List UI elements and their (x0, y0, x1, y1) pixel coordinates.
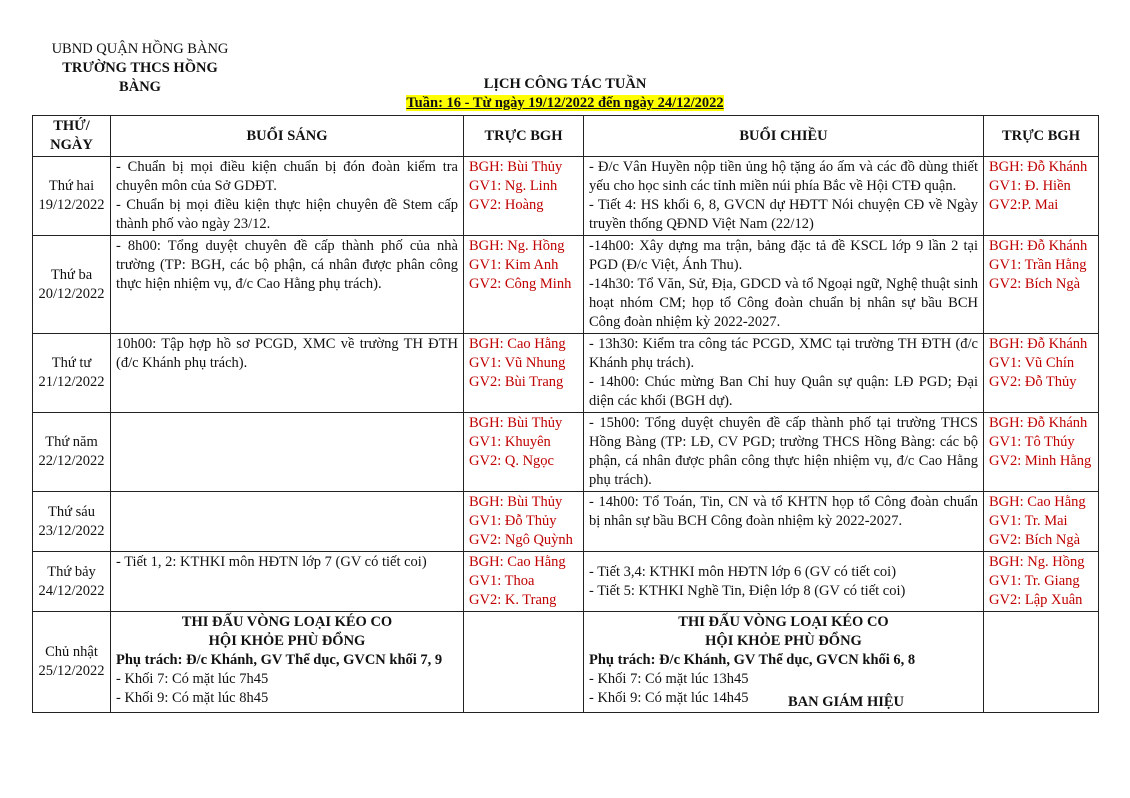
activity-line: - 8h00: Tổng duyệt chuyên đề cấp thành phố của nhà trường (TP: BGH, các bộ phận, cá nhân được phân công thực hiện nhiệm vụ, đ/c Cao Hằng phụ trách). (116, 238, 458, 292)
activity-line: - Chuẩn bị mọi điều kiện thực hiện chuyên đề Stem cấp thành phố vào ngày 23/12. (116, 197, 458, 232)
table-row (33, 492, 1099, 552)
duty-pm-cell (984, 334, 1099, 413)
event-lead: Phụ trách: Đ/c Khánh, GV Thể dục, GVCN khối 6, 8 (589, 652, 916, 668)
col-duty-pm: TRỰC BGH (984, 116, 1099, 157)
duty-line: GV1: Trần Hằng (989, 257, 1087, 273)
duty-line: BGH: Đỗ Khánh (989, 415, 1088, 431)
day-cell (33, 492, 111, 552)
activity-line: - Tiết 5: KTHKI Nghề Tin, Điện lớp 8 (GV có tiết coi) (589, 582, 906, 599)
afternoon-cell (584, 492, 984, 552)
activity-line: - Tiết 3,4: KTHKI môn HĐTN lớp 6 (GV có tiết coi) (589, 563, 897, 580)
activity-line: - Tiết 1, 2: KTHKI môn HĐTN lớp 7 (GV có tiết coi) (116, 554, 427, 570)
day-date: 19/12/2022 (38, 197, 105, 213)
day-date: 24/12/2022 (38, 582, 105, 599)
duty-line: BGH: Bùi Thủy (469, 494, 563, 510)
duty-line: GV1: Ng. Linh (469, 178, 558, 194)
header-title (300, 75, 830, 113)
schedule-table (32, 115, 1099, 713)
col-day: THỨ/ NGÀY (33, 116, 111, 157)
day-date: 25/12/2022 (38, 663, 105, 679)
activity-line: - Khối 9: Có mặt lúc 8h45 (116, 690, 269, 706)
event-title2: HỘI KHỎE PHÙ ĐỔNG (208, 633, 366, 649)
school-name: TRƯỜNG THCS HỒNG BÀNG (62, 60, 218, 95)
activity-line: - Đ/c Vân Huyền nộp tiền ủng hộ tặng áo ấm và các đồ dùng thiết yếu cho học sinh các tỉnh miền núi phía Bắc về Hội CTĐ quận. (589, 159, 978, 194)
day-cell (33, 612, 111, 713)
table-row (33, 334, 1099, 413)
duty-line: GV1: Tô Thúy (989, 434, 1075, 450)
afternoon-cell (584, 334, 984, 413)
duty-line: GV1: Khuyên (469, 434, 551, 450)
afternoon-cell (584, 413, 984, 492)
table-header (33, 116, 1099, 157)
duty-line: BGH: Cao Hằng (469, 554, 566, 570)
duty-line: GV2: Minh Hằng (989, 453, 1092, 469)
duty-line: BGH: Bùi Thủy (469, 159, 563, 175)
activity-line: - 14h00: Chúc mừng Ban Chỉ huy Quân sự quận: LĐ PGD; Đại diện các khối (BGH dự). (589, 374, 978, 409)
day-date: 20/12/2022 (38, 285, 105, 302)
activity-line: - 13h30: Kiểm tra công tác PCGD, XMC tại trường TH ĐTH (đ/c Khánh phụ trách). (589, 336, 978, 371)
activity-line: - 15h00: Tổng duyệt chuyên đề cấp thành phố tại trường THCS Hồng Bàng (TP: LĐ, CV PGD; trường THCS Hồng Bàng: các bộ phận, cá nhân được phân công thực hiện nhiệm vụ, đ/c Cao Hằng phụ trách). (589, 415, 978, 488)
duty-line: GV2: K. Trang (469, 592, 557, 608)
activity-line: - Khối 7: Có mặt lúc 7h45 (116, 671, 269, 687)
activity-line: -14h30: Tổ Văn, Sử, Địa, GDCD và tổ Ngoại ngữ, Nghệ thuật sinh hoạt nhóm CM; họp tổ Công đoàn chuẩn bị nhân sự bầu BCH Công đoàn nhiệm kỳ 2022-2027. (589, 276, 978, 330)
afternoon-cell (584, 236, 984, 334)
day-cell (33, 334, 111, 413)
duty-am-cell (464, 157, 584, 236)
duty-line: BGH: Ng. Hồng (989, 554, 1085, 570)
duty-line: GV1: Vũ Nhung (469, 355, 566, 371)
duty-pm-cell (984, 157, 1099, 236)
duty-pm-cell (984, 413, 1099, 492)
morning-cell (111, 334, 464, 413)
day-date: 23/12/2022 (38, 522, 105, 539)
morning-cell (111, 612, 464, 713)
duty-line: BGH: Đỗ Khánh (989, 159, 1088, 175)
morning-cell (111, 413, 464, 492)
event-title1: THI ĐẤU VÒNG LOẠI KÉO CO (181, 614, 393, 630)
duty-line: GV2: Bích Ngà (989, 532, 1081, 548)
activity-line: - Chuẩn bị mọi điều kiện chuẩn bị đón đoàn kiểm tra chuyên môn của Sở GDĐT. (116, 159, 458, 194)
duty-line: BGH: Ng. Hồng (469, 238, 565, 254)
day-day: Thứ bảy (47, 563, 96, 580)
activity-line: -14h00: Xây dựng ma trận, bảng đặc tả đề KSCL lớp 9 lần 2 tại PGD (Đ/c Việt, Ánh Thu). (589, 238, 978, 273)
duty-line: GV1: Tr. Giang (989, 573, 1080, 589)
duty-line: GV2: Lập Xuân (989, 592, 1083, 608)
week-range: Tuần: 16 - Từ ngày 19/12/2022 đến ngày 24/12/2022 (406, 95, 724, 111)
activity-line: 10h00: Tập hợp hồ sơ PCGD, XMC về trường TH ĐTH (đ/c Khánh phụ trách). (116, 336, 458, 371)
activity-line: - 14h00: Tổ Toán, Tin, CN và tổ KHTN họp tổ Công đoàn chuẩn bị nhân sự bầu BCH Công đoàn nhiệm kỳ 2022-2027. (589, 494, 978, 529)
duty-line: BGH: Cao Hằng (989, 494, 1086, 510)
duty-line: BGH: Đỗ Khánh (989, 238, 1088, 254)
afternoon-cell (584, 157, 984, 236)
duty-pm-cell (984, 492, 1099, 552)
duty-line: BGH: Đỗ Khánh (989, 336, 1088, 352)
duty-line: GV2: Bùi Trang (469, 374, 564, 390)
activity-line: - Tiết 4: HS khối 6, 8, GVCN dự HĐTT Nói chuyện CĐ về Ngày truyền thống QĐND Việt Nam (22/12) (589, 197, 978, 232)
day-day: Thứ ba (50, 266, 93, 283)
event-title2: HỘI KHỎE PHÙ ĐỔNG (705, 633, 862, 649)
duty-am-cell (464, 334, 584, 413)
table-row (33, 157, 1099, 236)
duty-pm-cell (984, 612, 1099, 713)
duty-line: GV1: Đỗ Thủy (469, 513, 557, 529)
duty-line: GV2: Hoàng (469, 197, 544, 213)
col-afternoon: BUỔI CHIỀU (584, 116, 984, 157)
signature-label: BAN GIÁM HIỆU (788, 694, 905, 710)
day-cell (33, 552, 111, 612)
day-cell (33, 413, 111, 492)
duty-line: BGH: Cao Hằng (469, 336, 566, 352)
day-day: Chủ nhật (45, 644, 98, 660)
afternoon-cell (584, 552, 984, 612)
duty-line: GV2: Công Minh (469, 276, 572, 292)
duty-am-cell (464, 236, 584, 334)
doc-title: LỊCH CÔNG TÁC TUẦN (483, 76, 647, 92)
table-row (33, 552, 1099, 612)
duty-am-cell (464, 413, 584, 492)
district-name: UBND QUẬN HỒNG BÀNG (51, 41, 229, 57)
duty-line: GV1: Vũ Chín (989, 355, 1075, 371)
col-morning: BUỔI SÁNG (111, 116, 464, 157)
day-date: 22/12/2022 (38, 453, 105, 469)
duty-line: GV1: Tr. Mai (989, 513, 1068, 529)
duty-pm-cell (984, 552, 1099, 612)
col-duty-am: TRỰC BGH (464, 116, 584, 157)
duty-line: GV2: Bích Ngà (989, 276, 1081, 292)
duty-line: GV2: Ngô Quỳnh (469, 532, 573, 548)
morning-cell (111, 157, 464, 236)
event-lead: Phụ trách: Đ/c Khánh, GV Thể dục, GVCN khối 7, 9 (116, 652, 443, 668)
duty-line: GV1: Thoa (469, 573, 535, 589)
table-row (33, 413, 1099, 492)
duty-pm-cell (984, 236, 1099, 334)
morning-cell (111, 492, 464, 552)
duty-line: BGH: Bùi Thủy (469, 415, 563, 431)
activity-line: - Khối 7: Có mặt lúc 13h45 (589, 671, 749, 687)
day-day: Thứ sáu (48, 503, 95, 520)
duty-am-cell (464, 552, 584, 612)
duty-am-cell (464, 492, 584, 552)
duty-line: GV1: Đ. Hiền (989, 178, 1071, 194)
day-date: 21/12/2022 (38, 374, 105, 390)
duty-line: GV1: Kim Anh (469, 257, 559, 273)
event-title1: THI ĐẤU VÒNG LOẠI KÉO CO (678, 614, 889, 630)
duty-am-cell (464, 612, 584, 713)
day-cell (33, 236, 111, 334)
morning-cell (111, 552, 464, 612)
day-cell (33, 157, 111, 236)
morning-cell (111, 236, 464, 334)
duty-line: GV2: Đỗ Thủy (989, 374, 1077, 390)
header-org (40, 40, 240, 97)
table-row (33, 236, 1099, 334)
afternoon-cell (584, 612, 984, 713)
table-row-sunday (33, 612, 1099, 713)
day-day: Thứ năm (45, 434, 98, 450)
day-day: Thứ hai (48, 178, 95, 194)
day-day: Thứ tư (51, 355, 92, 371)
activity-line: - Khối 9: Có mặt lúc 14h45 (589, 690, 749, 706)
duty-line: GV2:P. Mai (989, 197, 1059, 213)
duty-line: GV2: Q. Ngọc (469, 453, 554, 469)
